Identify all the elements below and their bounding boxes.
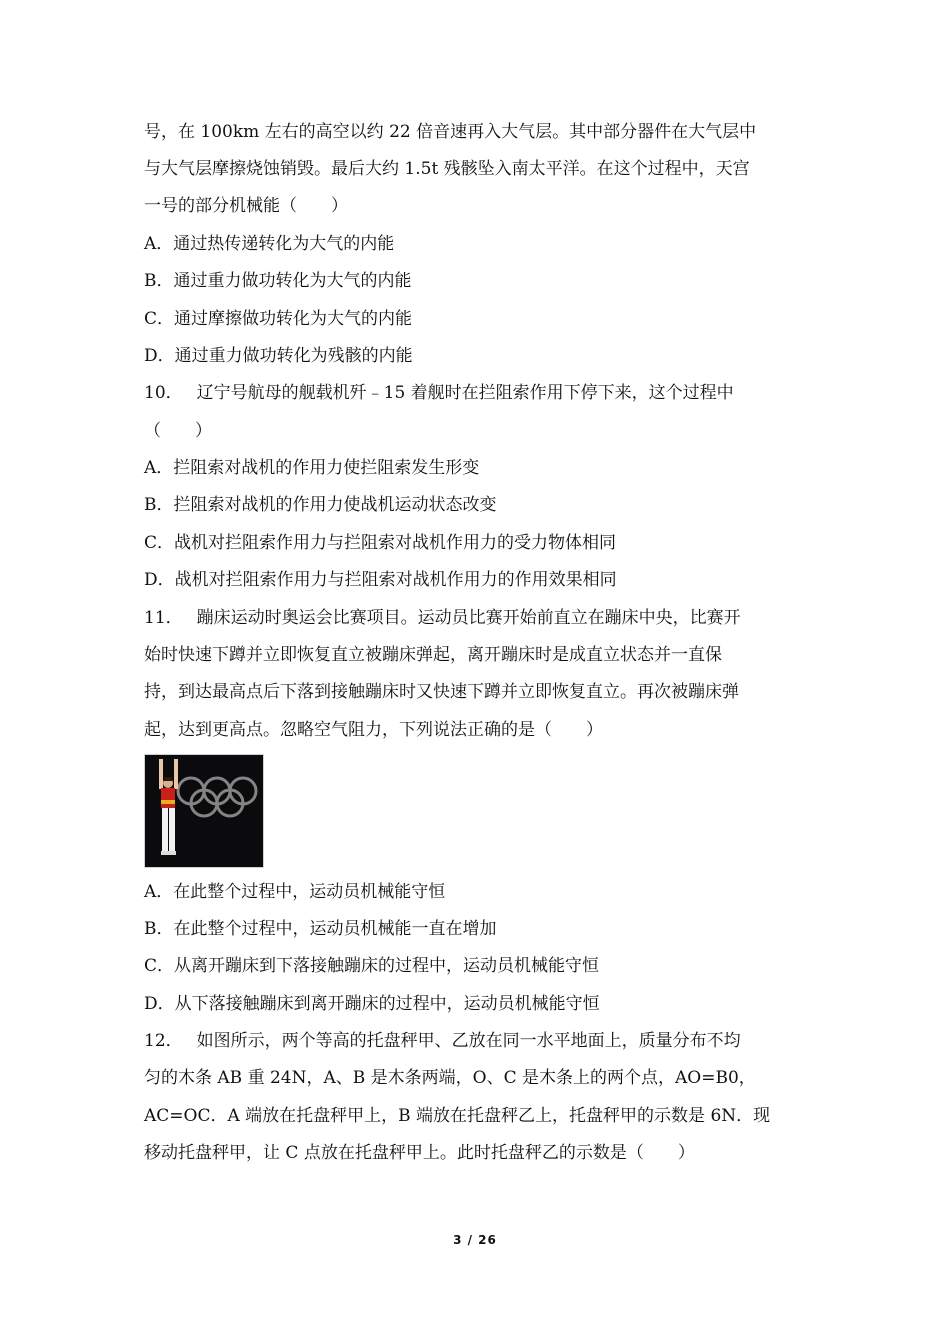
q12-number: 12． bbox=[144, 1031, 183, 1051]
q11-option-a: A．在此整个过程中，运动员机械能守恒 bbox=[144, 882, 446, 902]
q11-option-d: D．从下落接触蹦床到离开蹦床的过程中，运动员机械能守恒 bbox=[144, 994, 600, 1014]
q9-option-d: D．通过重力做功转化为残骸的内能 bbox=[144, 346, 413, 366]
q10-option-b: B．拦阻索对战机的作用力使战机运动状态改变 bbox=[144, 495, 497, 515]
trampoline-athlete-illustration bbox=[145, 755, 263, 867]
q12-text: 如图所示，两个等高的托盘秤甲、乙放在同一水平地面上，质量分布不均 bbox=[196, 1031, 741, 1051]
q11-number: 11． bbox=[144, 608, 183, 628]
q11-option-b: B．在此整个过程中，运动员机械能一直在增加 bbox=[144, 919, 497, 939]
q11-line-4: 起，达到更高点。忽略空气阻力，下列说法正确的是（ ） bbox=[144, 720, 603, 740]
q11-text: 蹦床运动时奥运会比赛项目。运动员比赛开始前直立在蹦床中央，比赛开 bbox=[196, 608, 741, 628]
q10-line-2: （ ） bbox=[144, 421, 212, 441]
q10-option-c: C．战机对拦阻索作用力与拦阻索对战机作用力的受力物体相同 bbox=[144, 533, 617, 553]
q12-line-1 bbox=[144, 1030, 741, 1052]
page-number: 3 / 26 bbox=[453, 1233, 497, 1247]
q10-text: 辽宁号航母的舰载机歼﹣15 着舰时在拦阻索作用下停下来，这个过程中 bbox=[196, 383, 734, 403]
q10-number: 10． bbox=[144, 383, 183, 403]
q9-option-b: B．通过重力做功转化为大气的内能 bbox=[144, 271, 412, 291]
q12-line-4: 移动托盘秤甲，让 C 点放在托盘秤甲上。此时托盘秤乙的示数是（ ） bbox=[144, 1143, 695, 1163]
q12-line-3: AC=OC．A 端放在托盘秤甲上，B 端放在托盘秤乙上，托盘秤甲的示数是 6N．现 bbox=[144, 1106, 771, 1126]
q10-option-a: A．拦阻索对战机的作用力使拦阻索发生形变 bbox=[144, 458, 480, 478]
trampoline-athlete-photo bbox=[144, 754, 264, 868]
q9-option-c: C．通过摩擦做功转化为大气的内能 bbox=[144, 309, 413, 329]
q9-line-3: 一号的部分机械能（ ） bbox=[144, 196, 348, 216]
q11-line-2: 始时快速下蹲并立即恢复直立被蹦床弹起，离开蹦床时是成直立状态并一直保 bbox=[144, 645, 722, 665]
q11-line-1 bbox=[144, 607, 741, 629]
q9-option-a: A．通过热传递转化为大气的内能 bbox=[144, 234, 395, 254]
q11-line-3: 持，到达最高点后下落到接触蹦床时又快速下蹲并立即恢复直立。再次被蹦床弹 bbox=[144, 682, 739, 702]
q9-line-1: 号，在 100km 左右的高空以约 22 倍音速再入大气层。其中部分器件在大气层中 bbox=[144, 122, 757, 142]
q11-option-c: C．从离开蹦床到下落接触蹦床的过程中，运动员机械能守恒 bbox=[144, 956, 600, 976]
q9-line-2: 与大气层摩擦烧蚀销毁。最后大约 1.5t 残骸坠入南太平洋。在这个过程中，天宫 bbox=[144, 159, 750, 179]
q10-line-1 bbox=[144, 382, 734, 404]
q12-line-2: 匀的木条 AB 重 24N，A、B 是木条两端，O、C 是木条上的两个点，AO=B0， bbox=[144, 1068, 756, 1088]
q10-option-d: D．战机对拦阻索作用力与拦阻索对战机作用力的作用效果相同 bbox=[144, 570, 617, 590]
